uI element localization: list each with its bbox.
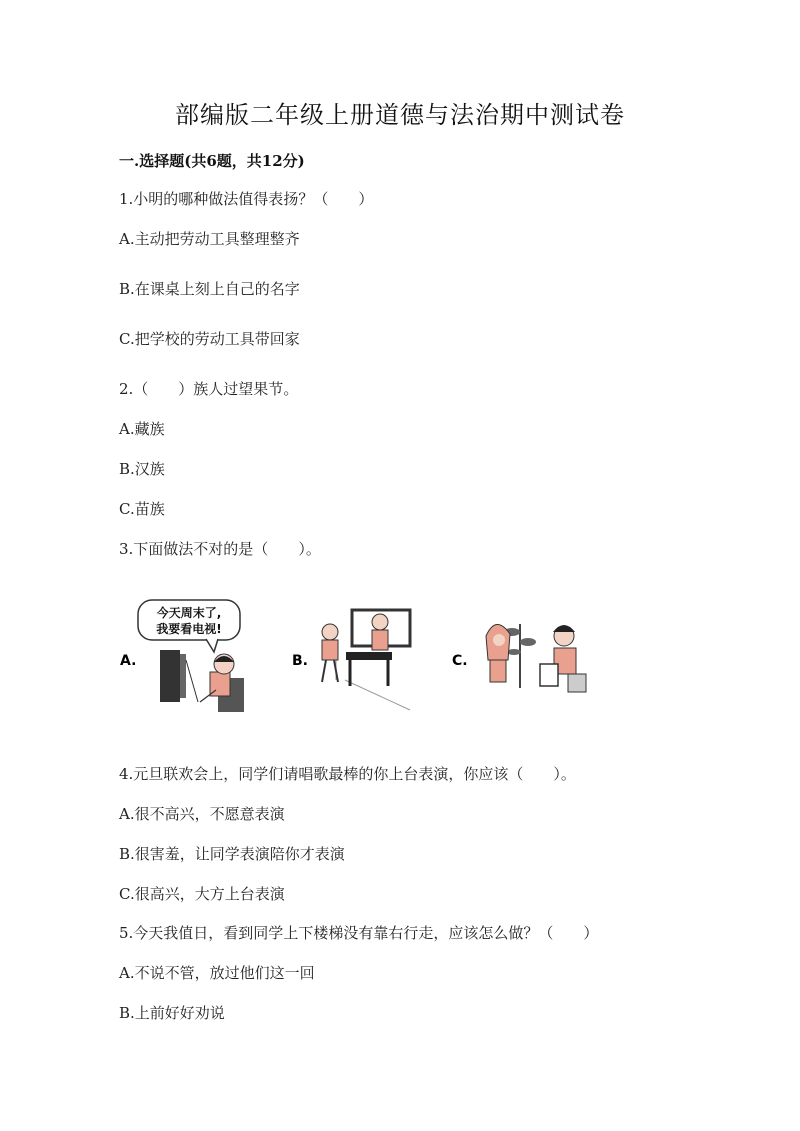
question-1-option-a: A.主动把劳动工具整理整齐 xyxy=(119,230,300,248)
bucket-icon xyxy=(540,664,558,686)
tv-icon xyxy=(160,650,180,702)
section-heading: 一.选择题(共6题，共12分) xyxy=(119,152,305,170)
question-1-option-b: B.在课桌上刻上自己的名字 xyxy=(119,280,300,298)
question-2-option-c: C.苗族 xyxy=(119,500,165,518)
question-4-option-c: C.很高兴，大方上台表演 xyxy=(119,885,285,903)
question-3-image-options xyxy=(0,590,800,720)
image-option-b-label: B. xyxy=(292,653,308,669)
image-option-a-label: A. xyxy=(120,653,137,669)
question-2-option-a: A.藏族 xyxy=(119,420,165,438)
question-5-stem: 5.今天我值日，看到同学上下楼梯没有靠右行走，应该怎么做？（ ） xyxy=(119,924,599,942)
image-option-c xyxy=(452,624,586,692)
question-4-option-a: A.很不高兴，不愿意表演 xyxy=(119,805,285,823)
image-option-a xyxy=(120,600,244,712)
question-5-option-b: B.上前好好劝说 xyxy=(119,1004,225,1022)
question-3-stem: 3.下面做法不对的是（ ）。 xyxy=(119,540,321,558)
speech-bubble-line-2: 我要看电视! xyxy=(156,622,222,636)
question-3-illustrations xyxy=(0,590,800,720)
question-4-option-b: B.很害羞，让同学表演陪你才表演 xyxy=(119,845,345,863)
question-1-option-c: C.把学校的劳动工具带回家 xyxy=(119,330,300,348)
speech-bubble-tail xyxy=(206,639,218,652)
speech-bubble-line-1: 今天周末了, xyxy=(156,606,222,620)
question-2-option-b: B.汉族 xyxy=(119,460,165,478)
desk-icon xyxy=(346,652,392,660)
question-4-stem: 4.元旦联欢会上，同学们请唱歌最棒的你上台表演，你应该（ ）。 xyxy=(119,765,576,783)
child-figure xyxy=(372,630,388,650)
child-figure-2 xyxy=(322,640,338,660)
image-option-b xyxy=(292,610,410,710)
question-2-stem: 2.（ ）族人过望果节。 xyxy=(119,380,299,398)
page-title: 部编版二年级上册道德与法治期中测试卷 xyxy=(175,101,625,129)
question-5-option-a: A.不说不管，放过他们这一回 xyxy=(119,964,315,982)
question-1-stem: 1.小明的哪种做法值得表扬？（ ） xyxy=(119,190,374,208)
image-option-c-label: C. xyxy=(452,653,468,669)
